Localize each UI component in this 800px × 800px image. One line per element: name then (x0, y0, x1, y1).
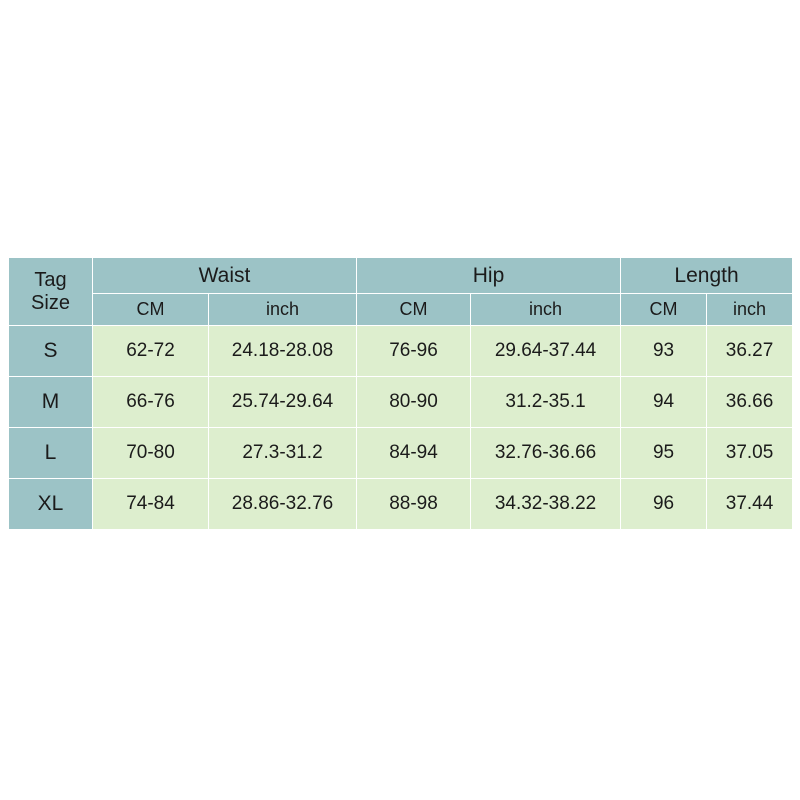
cell-waist-inch: 24.18-28.08 (209, 326, 357, 377)
cell-waist-cm: 62-72 (93, 326, 209, 377)
cell-length-cm: 95 (621, 428, 707, 479)
cell-length-inch: 36.27 (707, 326, 793, 377)
cell-hip-cm: 80-90 (357, 377, 471, 428)
table-header-groups (9, 258, 793, 294)
header-tag-size (9, 258, 93, 326)
cell-length-cm: 96 (621, 479, 707, 530)
header-group-hip: Hip (357, 258, 621, 294)
cell-hip-cm: 84-94 (357, 428, 471, 479)
header-group-waist: Waist (93, 258, 357, 294)
cell-waist-cm: 70-80 (93, 428, 209, 479)
cell-hip-inch: 34.32-38.22 (471, 479, 621, 530)
table-row (9, 377, 793, 428)
table-header-units (9, 294, 793, 326)
cell-length-cm: 94 (621, 377, 707, 428)
cell-hip-inch: 31.2-35.1 (471, 377, 621, 428)
cell-length-inch: 37.05 (707, 428, 793, 479)
table-head (9, 258, 793, 326)
header-unit-hip-inch: inch (471, 294, 621, 326)
cell-waist-inch: 27.3-31.2 (209, 428, 357, 479)
cell-length-inch: 36.66 (707, 377, 793, 428)
header-unit-length-cm: CM (621, 294, 707, 326)
cell-hip-inch: 29.64-37.44 (471, 326, 621, 377)
cell-length-inch: 37.44 (707, 479, 793, 530)
table-row (9, 428, 793, 479)
size-chart-table (8, 257, 793, 530)
cell-size: M (9, 377, 93, 428)
header-group-length: Length (621, 258, 793, 294)
size-chart-container (8, 257, 792, 530)
cell-waist-inch: 25.74-29.64 (209, 377, 357, 428)
cell-size: S (9, 326, 93, 377)
cell-waist-cm: 66-76 (93, 377, 209, 428)
header-tag-size-line2: Size (31, 291, 70, 314)
cell-length-cm: 93 (621, 326, 707, 377)
table-body (9, 326, 793, 530)
cell-hip-inch: 32.76-36.66 (471, 428, 621, 479)
cell-size: L (9, 428, 93, 479)
cell-size: XL (9, 479, 93, 530)
table-row (9, 326, 793, 377)
header-unit-waist-inch: inch (209, 294, 357, 326)
cell-hip-cm: 76-96 (357, 326, 471, 377)
table-row (9, 479, 793, 530)
header-tag-size-line1: Tag (34, 268, 67, 291)
header-unit-hip-cm: CM (357, 294, 471, 326)
cell-waist-inch: 28.86-32.76 (209, 479, 357, 530)
header-unit-waist-cm: CM (93, 294, 209, 326)
cell-waist-cm: 74-84 (93, 479, 209, 530)
header-unit-length-inch: inch (707, 294, 793, 326)
cell-hip-cm: 88-98 (357, 479, 471, 530)
